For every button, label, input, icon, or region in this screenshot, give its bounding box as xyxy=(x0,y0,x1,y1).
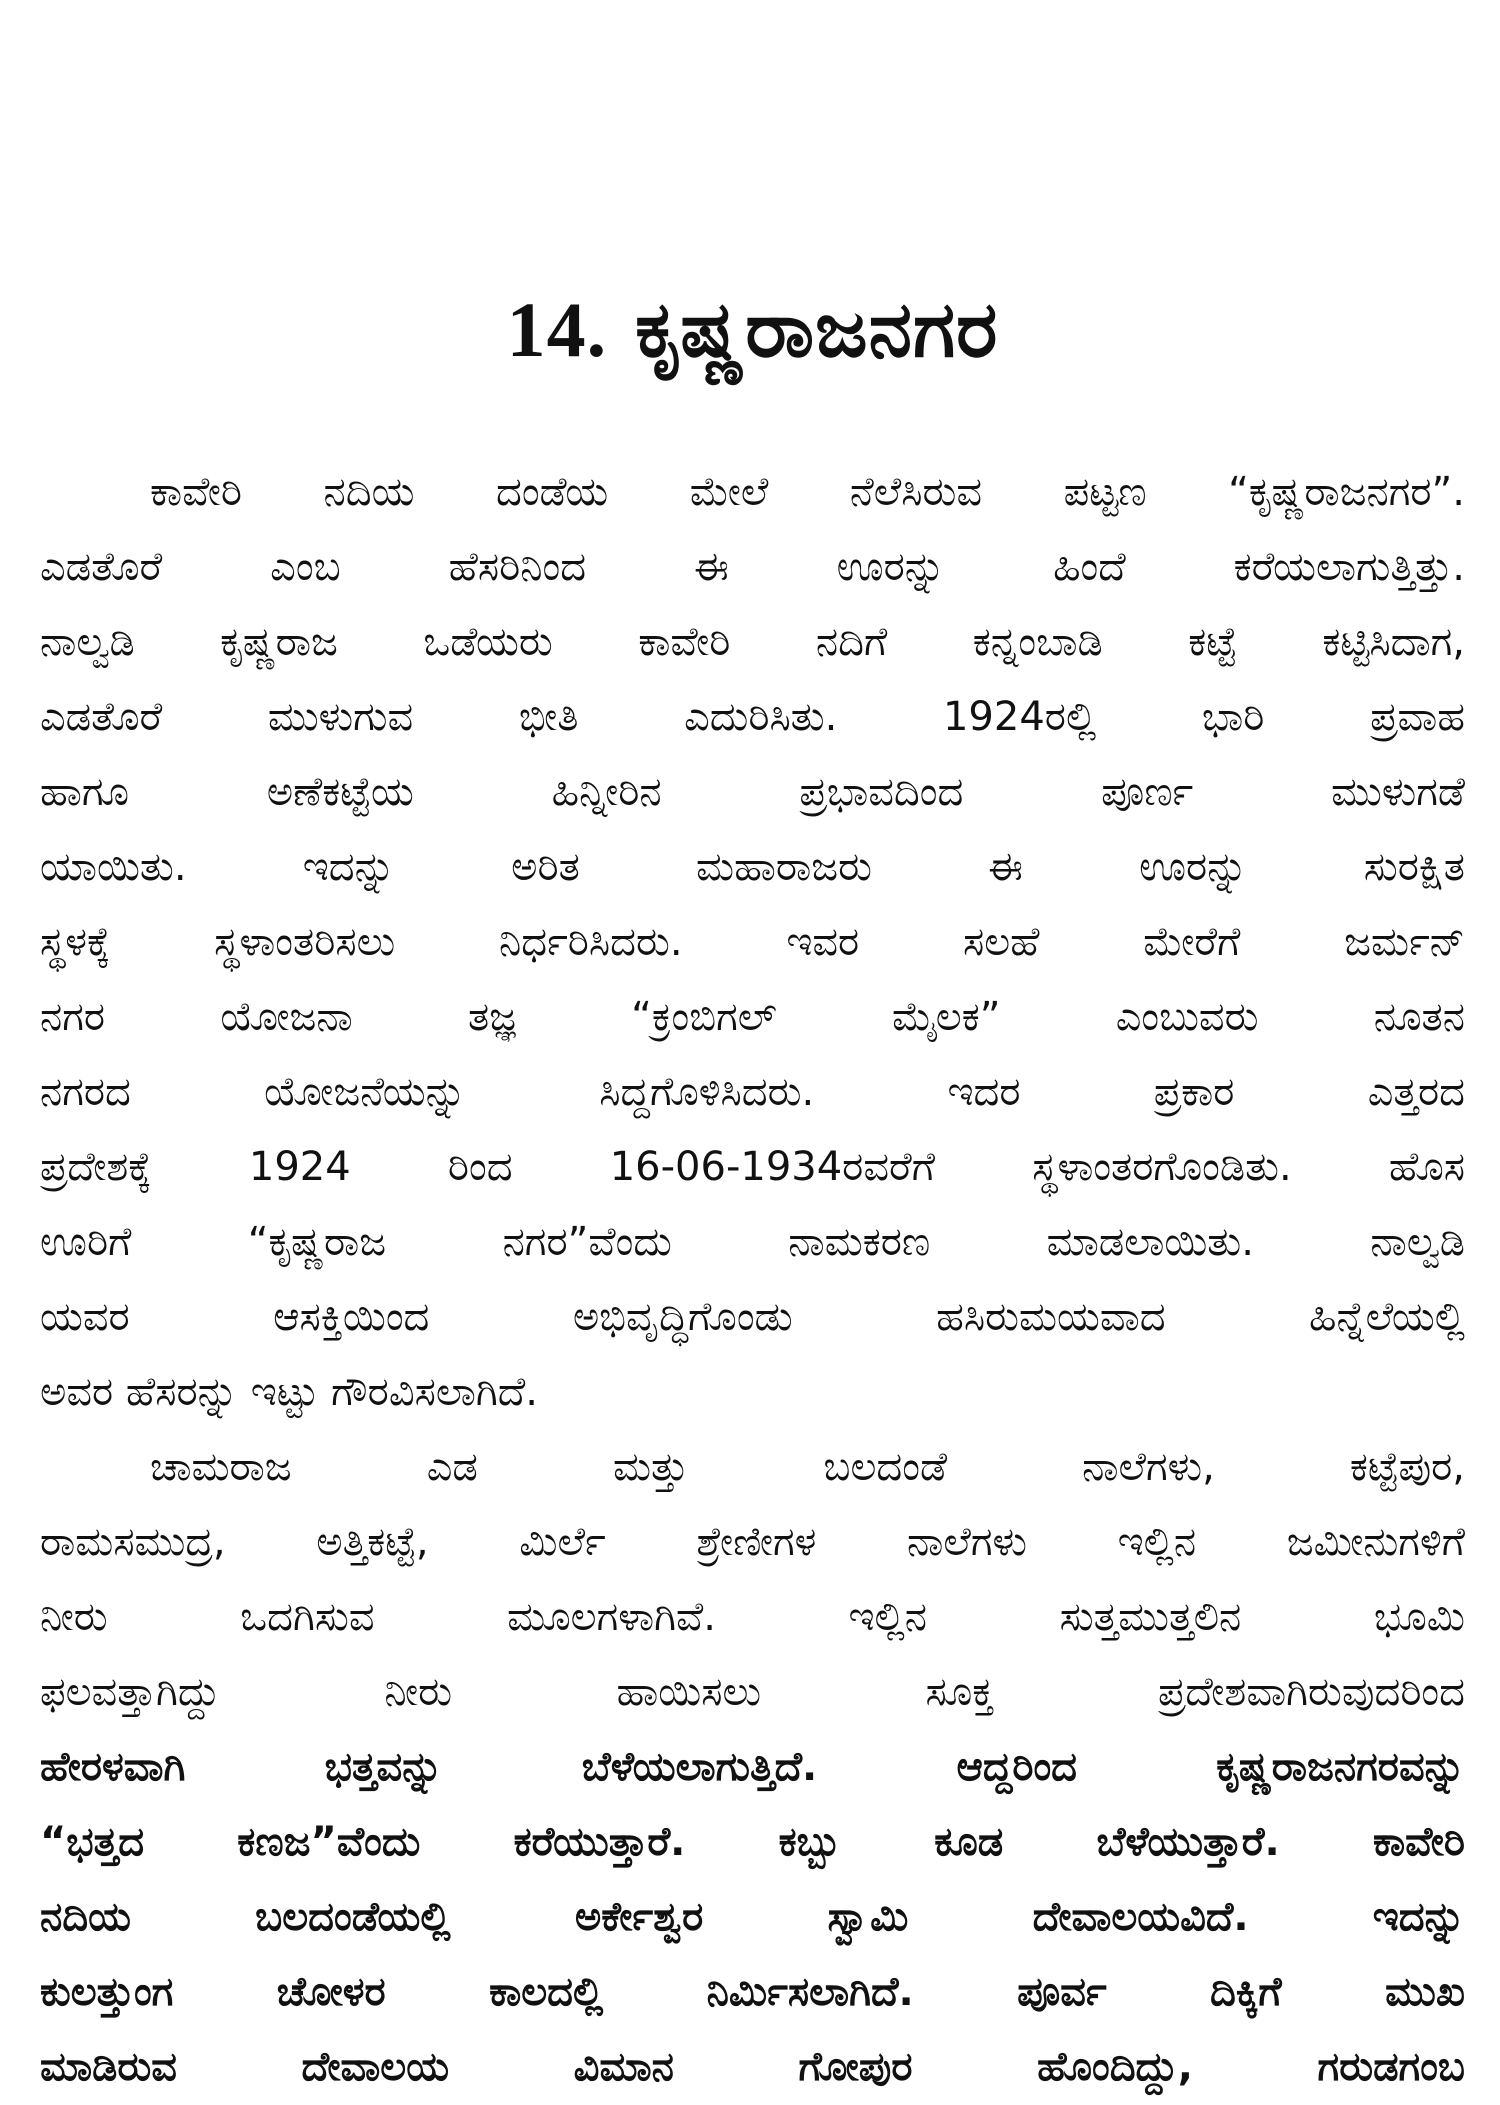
paragraph-line: ಯವರ ಆಸಕ್ತಿಯಿಂದ ಅಭಿವೃದ್ಧಿಗೊಂಡು ಹಸಿರುಮಯವಾದ ಹಿನ್ನೆಲೆಯಲ್ಲಿ xyxy=(40,1294,1465,1340)
paragraph-line: ಕಾವೇರಿ ನದಿಯ ದಂಡೆಯ ಮೇಲೆ ನೆಲೆಸಿರುವ ಪಟ್ಟಣ “ಕೃಷ್ಣರಾಜನಗರ”. xyxy=(150,469,1465,515)
paragraph-line: ಕುಲತ್ತುಂಗ ಚೋಳರ ಕಾಲದಲ್ಲಿ ನಿರ್ಮಿಸಲಾಗಿದೆ. ಪೂರ್ವ ದಿಕ್ಕಿಗೆ ಮುಖ xyxy=(40,1969,1465,2015)
paragraph-line: ಸ್ಥಳಕ್ಕೆ ಸ್ಥಳಾಂತರಿಸಲು ನಿರ್ಧರಿಸಿದರು. ಇವರ ಸಲಹೆ ಮೇರೆಗೆ ಜರ್ಮನ್ xyxy=(40,919,1465,965)
paragraph-line: ಹಾಗೂ ಅಣೆಕಟ್ಟೆಯ ಹಿನ್ನೀರಿನ ಪ್ರಭಾವದಿಂದ ಪೂರ್ಣ ಮುಳುಗಡೆ xyxy=(40,769,1465,815)
paragraph-line: ಚಾಮರಾಜ ಎಡ ಮತ್ತು ಬಲದಂಡೆ ನಾಲೆಗಳು, ಕಟ್ಟೆಪುರ, xyxy=(150,1444,1465,1490)
body-text xyxy=(40,455,1465,2105)
paragraph-line: ಫಲವತ್ತಾಗಿದ್ದು ನೀರು ಹಾಯಿಸಲು ಸೂಕ್ತ ಪ್ರದೇಶವಾಗಿರುವುದರಿಂದ xyxy=(40,1669,1465,1715)
chapter-title-text: ಕೃಷ್ಣರಾಜನಗರ xyxy=(635,284,999,375)
paragraph-line: ನಗರ ಯೋಜನಾ ತಜ್ಞ “ಕ್ರಂಬಿಗಲ್ ಮೈಲಕ” ಎಂಬುವರು ನೂತನ xyxy=(40,994,1465,1040)
paragraph-line: ನಾಲ್ವಡಿ ಕೃಷ್ಣರಾಜ ಒಡೆಯರು ಕಾವೇರಿ ನದಿಗೆ ಕನ್ನಂಬಾಡಿ ಕಟ್ಟೆ ಕಟ್ಟಿಸಿದಾಗ, xyxy=(40,619,1465,665)
paragraph-line: “ಭತ್ತದ ಕಣಜ”ವೆಂದು ಕರೆಯುತ್ತಾರೆ. ಕಬ್ಬು ಕೂಡ ಬೆಳೆಯುತ್ತಾರೆ. ಕಾವೇರಿ xyxy=(40,1819,1465,1865)
paragraph-line: ಊರಿಗೆ “ಕೃಷ್ಣರಾಜ ನಗರ”ವೆಂದು ನಾಮಕರಣ ಮಾಡಲಾಯಿತು. ನಾಲ್ವಡಿ xyxy=(40,1219,1465,1265)
paragraph-line: ರಾಮಸಮುದ್ರ, ಅತ್ತಿಕಟ್ಟೆ, ಮಿರ್ಲೆ ಶ್ರೇಣೀಗಳ ನಾಲೆಗಳು ಇಲ್ಲಿನ ಜಮೀನುಗಳಿಗೆ xyxy=(40,1519,1465,1565)
document-page xyxy=(40,0,1465,2090)
paragraph-line: ಹೇರಳವಾಗಿ ಭತ್ತವನ್ನು ಬೆಳೆಯಲಾಗುತ್ತಿದೆ. ಆದ್ದರಿಂದ ಕೃಷ್ಣರಾಜನಗರವನ್ನು xyxy=(40,1744,1465,1790)
paragraph-line: ಎಡತೊರೆ ಮುಳುಗುವ ಭೀತಿ ಎದುರಿಸಿತು. 1924ರಲ್ಲಿ ಭಾರಿ ಪ್ರವಾಹ xyxy=(40,694,1465,740)
chapter-number: 14. xyxy=(506,286,608,373)
paragraph-line: ಮಾಡಿರುವ ದೇವಾಲಯ ವಿಮಾನ ಗೋಪುರ ಹೊಂದಿದ್ದು, ಗರುಡಗಂಬ xyxy=(40,2044,1465,2090)
chapter-title xyxy=(40,280,1465,380)
paragraph-line: ನದಿಯ ಬಲದಂಡೆಯಲ್ಲಿ ಅರ್ಕೇಶ್ವರ ಸ್ವಾಮಿ ದೇವಾಲಯವಿದೆ. ಇದನ್ನು xyxy=(40,1894,1465,1940)
paragraph-line: ನಗರದ ಯೋಜನೆಯನ್ನು ಸಿದ್ದಗೊಳಿಸಿದರು. ಇದರ ಪ್ರಕಾರ ಎತ್ತರದ xyxy=(40,1069,1465,1115)
paragraph-line: ಎಡತೊರೆ ಎಂಬ ಹೆಸರಿನಿಂದ ಈ ಊರನ್ನು ಹಿಂದೆ ಕರೆಯಲಾಗುತ್ತಿತ್ತು. xyxy=(40,544,1465,590)
paragraph-line: ನೀರು ಒದಗಿಸುವ ಮೂಲಗಳಾಗಿವೆ. ಇಲ್ಲಿನ ಸುತ್ತಮುತ್ತಲಿನ ಭೂಮಿ xyxy=(40,1594,1465,1640)
paragraph-line: ಅವರ ಹೆಸರನ್ನು ಇಟ್ಟು ಗೌರವಿಸಲಾಗಿದೆ. xyxy=(40,1369,538,1415)
paragraph-line: ಪ್ರದೇಶಕ್ಕೆ 1924 ರಿಂದ 16-06-1934ರವರೆಗೆ ಸ್ಥಳಾಂತರಗೊಂಡಿತು. ಹೊಸ xyxy=(40,1144,1465,1190)
paragraph-line: ಯಾಯಿತು. ಇದನ್ನು ಅರಿತ ಮಹಾರಾಜರು ಈ ಊರನ್ನು ಸುರಕ್ಷಿತ xyxy=(40,844,1465,890)
